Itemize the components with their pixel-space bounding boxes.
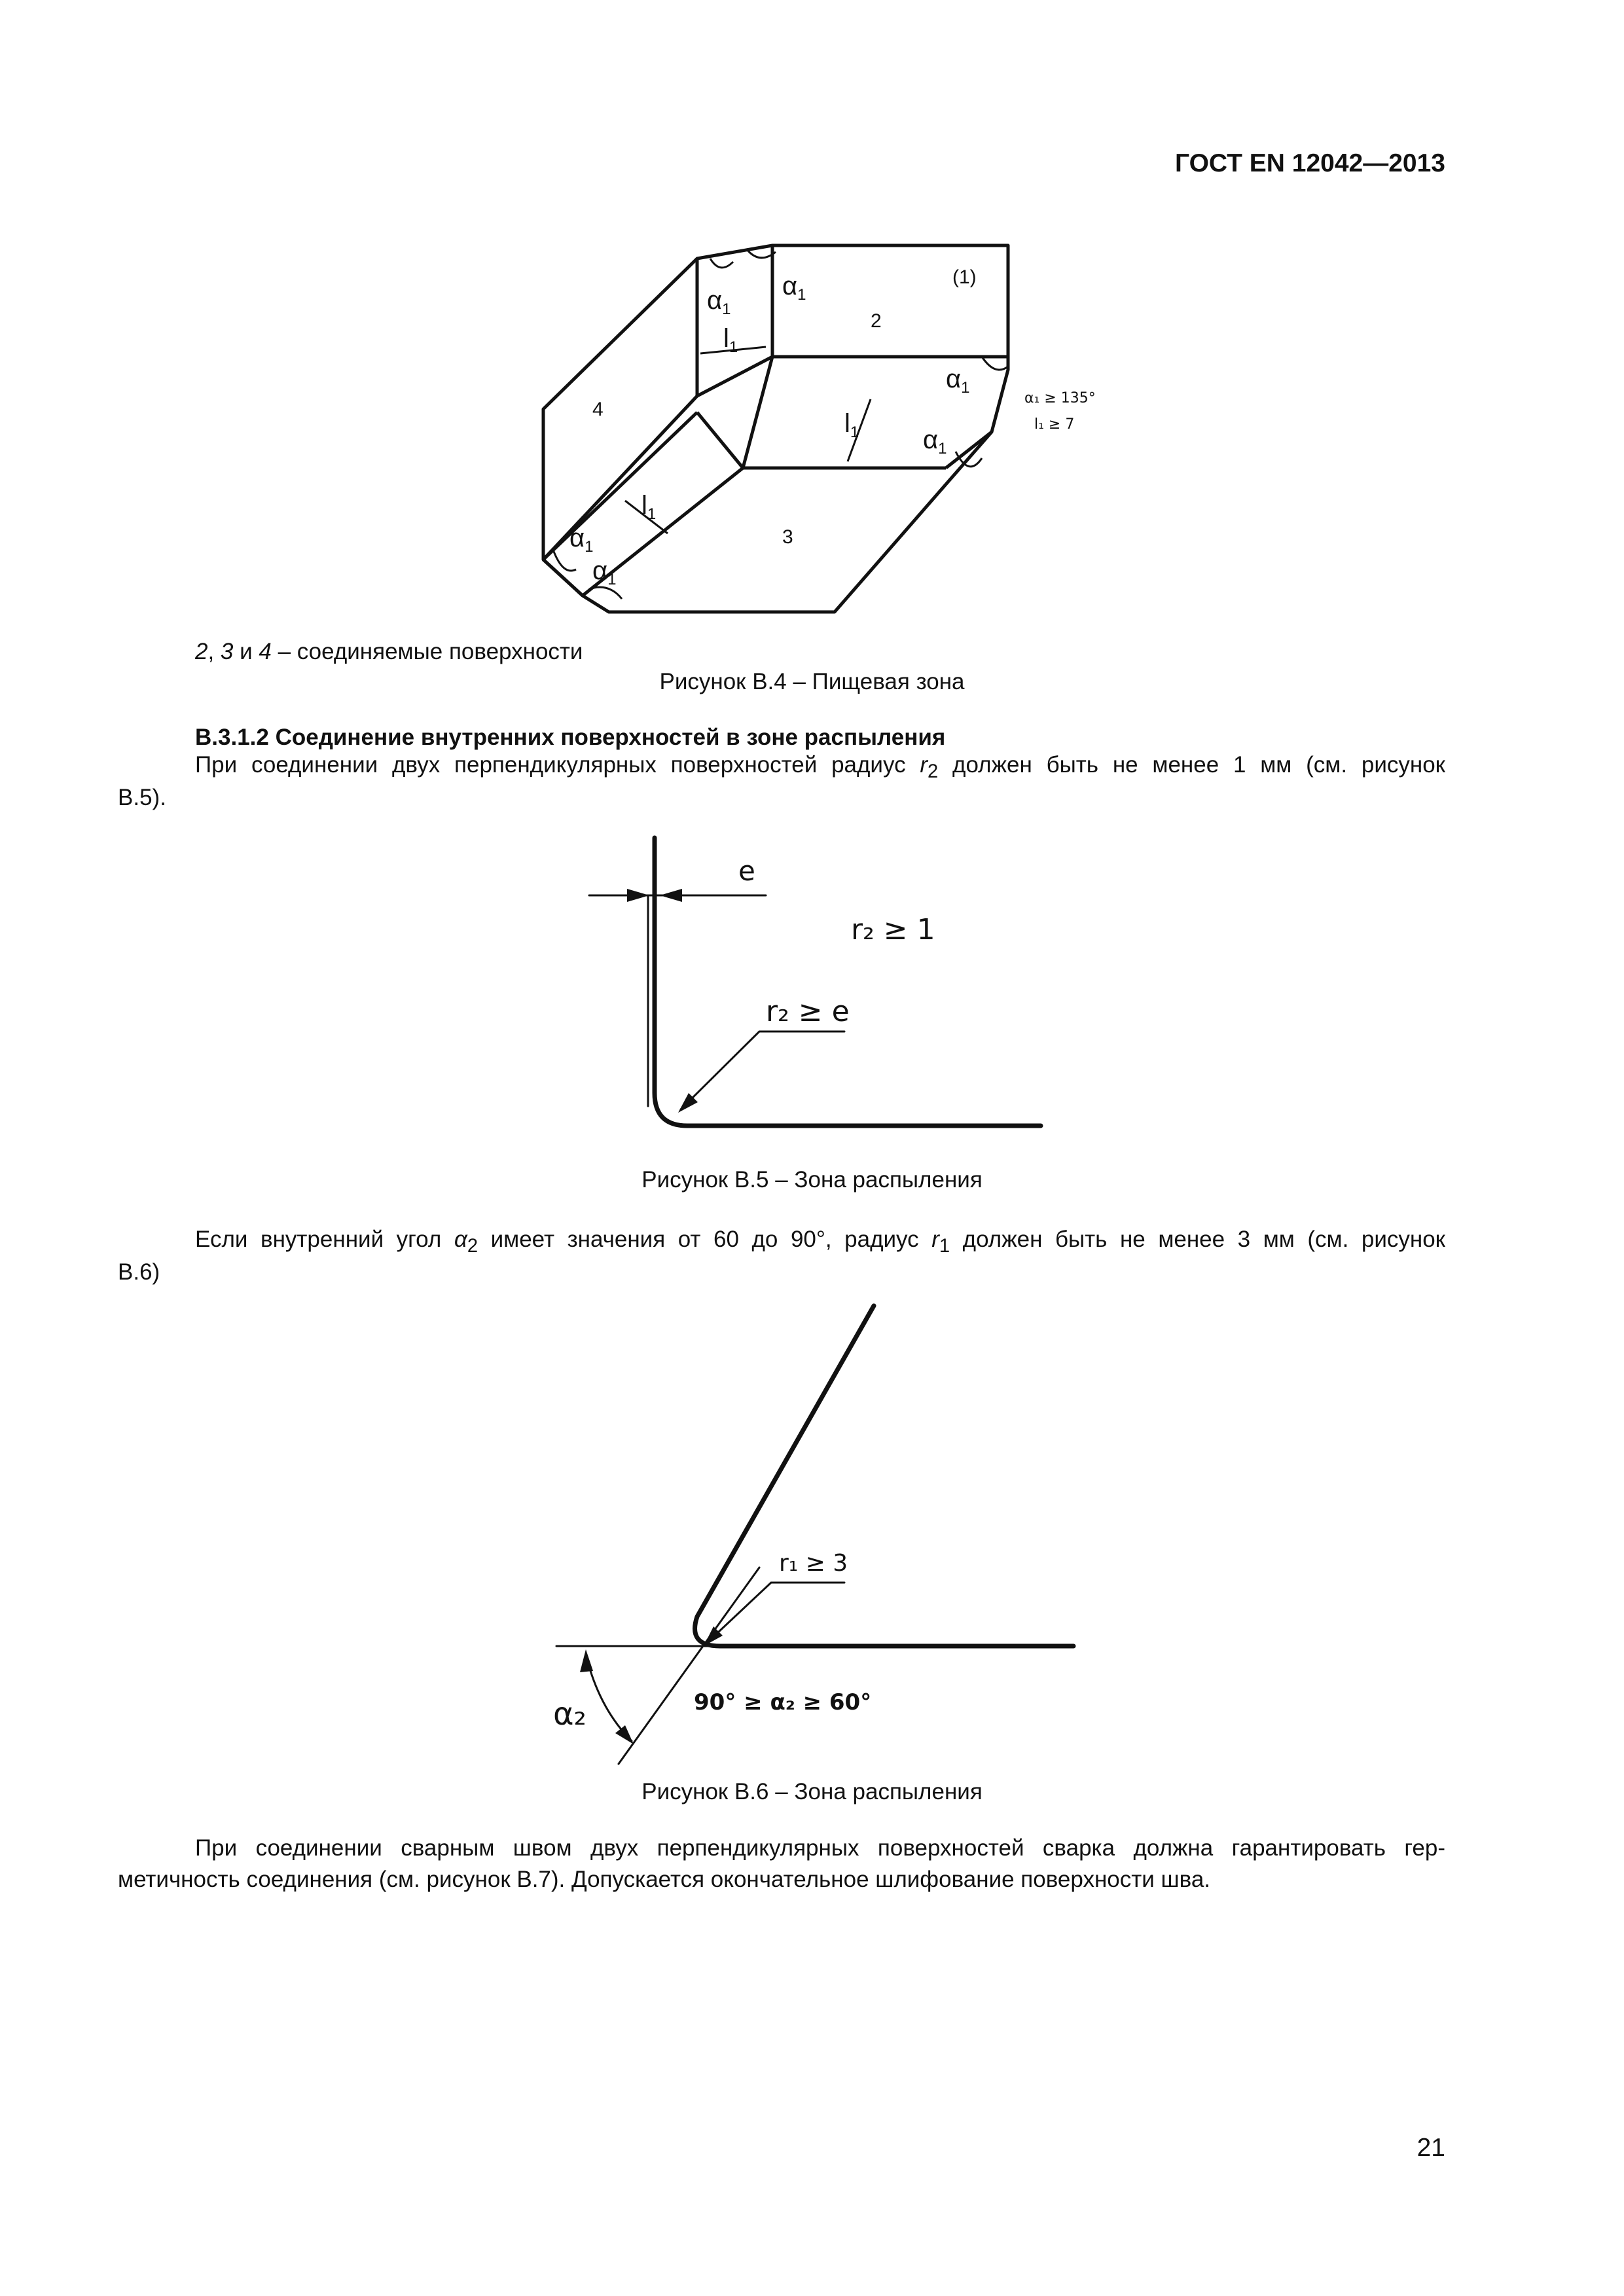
figure-b4-length-condition: l₁ ≥ 7	[1034, 416, 1075, 433]
figure-b4-l1-label: $l_1$	[844, 409, 859, 441]
figure-b5-profile	[655, 838, 1041, 1126]
figure-b4-diagram	[511, 229, 1139, 622]
paragraph-3-line1: При соединении сварным швом двух перпендикулярных поверхностей сварка должна гарантировать гер-	[195, 1835, 1445, 1861]
figure-b5-leader	[681, 1031, 844, 1109]
figure-b4-legend: 2, 3 и 4 – соединяемые поверхности	[195, 639, 583, 664]
figure-b4-caption: Рисунок В.4 – Пищевая зона	[659, 669, 965, 694]
figure-b5-arrow-right	[627, 889, 649, 902]
figure-b6-r1-ge-3-label: r₁ ≥ 3	[779, 1550, 848, 1577]
figure-b4-angle-labels	[569, 272, 969, 588]
figure-b4-zone3-label: 3	[782, 526, 793, 548]
figure-b4-alpha1-label: $\alpha_1$	[592, 556, 617, 588]
page-number: 21	[1416, 2134, 1445, 2162]
figure-b4-zone1-label: (1)	[952, 266, 977, 288]
figure-b4-alpha1-label: $\alpha_1$	[569, 524, 594, 556]
document-header: ГОСТ EN 12042—2013	[1174, 149, 1445, 177]
figure-b4-outline	[543, 245, 1008, 612]
figure-b5-e-label: e	[738, 855, 755, 887]
section-heading: В.3.1.2 Соединение внутренних поверхностей в зоне распыления	[195, 725, 946, 750]
paragraph-3-line2: метичность соединения (см. рисунок В.7). Допускается окончательное шлифование поверхности шва.	[118, 1867, 1211, 1892]
figure-b5-r2-ge-e-label: r₂ ≥ e	[766, 995, 850, 1028]
figure-b4-alpha1-label: $\alpha_1$	[782, 272, 806, 304]
figure-b6-caption: Рисунок В.6 – Зона распыления	[641, 1779, 983, 1804]
figure-b6-extension-line	[619, 1568, 759, 1764]
figure-b6-alpha2-label: α₂	[553, 1696, 586, 1732]
figure-b4-dimension-arrows	[553, 249, 1008, 599]
figure-b4-zone2-label: 2	[871, 310, 882, 332]
figure-b4-zone4-label: 4	[592, 399, 604, 420]
section-paragraph-line1: При соединении двух перпендикулярных поверхностей радиус $r_2$ должен быть не менее 1 мм (см. рисунок	[195, 752, 1445, 782]
figure-b6-arc-arrow-bottom	[615, 1725, 634, 1744]
figure-b5-r2-ge-1-label: r₂ ≥ 1	[851, 913, 935, 946]
paragraph-2-line2: В.6)	[118, 1259, 160, 1285]
figure-b4-angle-condition: α₁ ≥ 135°	[1024, 390, 1096, 406]
figure-b4-l1-label: $l_1$	[723, 324, 738, 356]
figure-b5-caption: Рисунок В.5 – Зона распыления	[641, 1167, 983, 1193]
figure-b4-alpha1-label: $\alpha_1$	[946, 365, 970, 397]
figure-b6-profile	[695, 1306, 1074, 1646]
figure-b6-angle-range-label: 90° ≥ α₂ ≥ 60°	[694, 1689, 872, 1715]
figure-b4-alpha1-label: $\alpha_1$	[707, 286, 731, 318]
figure-b5-arrow-left	[660, 889, 682, 902]
section-paragraph-line2: В.5).	[118, 785, 166, 810]
figure-b6-diagram	[543, 1296, 1093, 1774]
figure-b4-alpha1-label: $\alpha_1$	[923, 425, 947, 457]
figure-b6-arc-arrow-top	[580, 1649, 593, 1672]
figure-b5-diagram	[576, 825, 1074, 1152]
paragraph-2-line1: Если внутренний угол $\alpha_2$ имеет значения от 60 до 90°, радиус $r_1$ должен быть не менее 3 мм (см. рисунок	[195, 1227, 1445, 1257]
figure-b4-l1-label: $l_1$	[641, 491, 657, 523]
